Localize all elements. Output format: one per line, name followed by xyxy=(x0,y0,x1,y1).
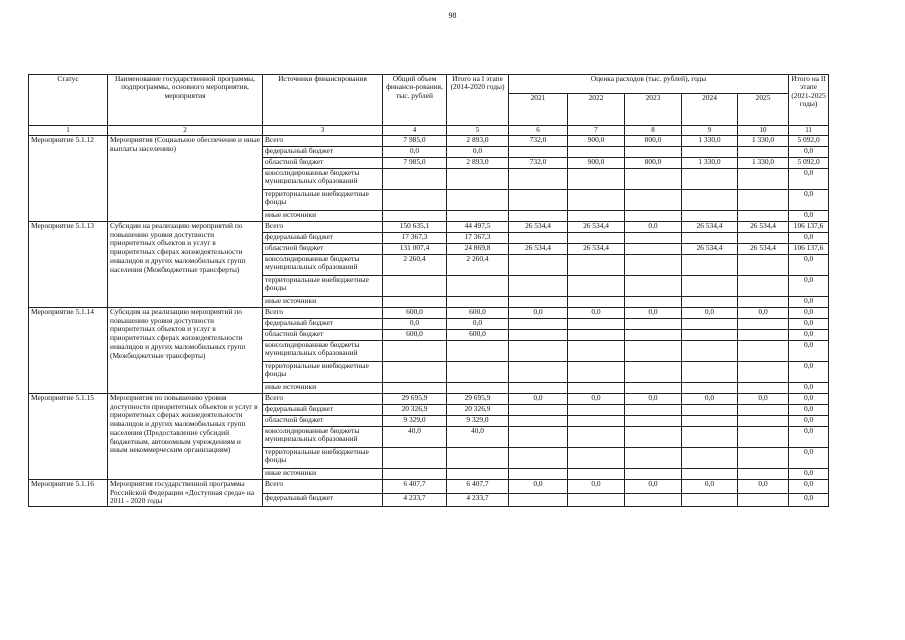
value-cell xyxy=(682,341,738,362)
value-cell: 732,0 xyxy=(509,136,568,147)
value-cell: 0,0 xyxy=(789,190,829,211)
funding-source: иные источники xyxy=(263,383,383,394)
value-cell xyxy=(447,469,509,480)
value-cell xyxy=(738,469,789,480)
value-cell xyxy=(738,493,789,507)
value-cell: 6 407,7 xyxy=(447,480,509,494)
value-cell xyxy=(682,169,738,190)
table-row xyxy=(29,136,829,147)
value-cell xyxy=(738,190,789,211)
value-cell: 600,0 xyxy=(447,330,509,341)
value-cell xyxy=(738,362,789,383)
value-cell xyxy=(625,244,682,255)
value-cell: 0,0 xyxy=(789,405,829,416)
value-cell: 29 695,9 xyxy=(447,394,509,405)
value-cell xyxy=(383,169,447,190)
header-stage2: Итого на II этапе (2021-2025 годы) xyxy=(789,75,829,126)
value-cell xyxy=(682,255,738,276)
value-cell: 732,0 xyxy=(509,158,568,169)
value-cell xyxy=(625,469,682,480)
value-cell: 9 329,0 xyxy=(383,416,447,427)
value-cell xyxy=(682,416,738,427)
value-cell xyxy=(625,427,682,448)
table-row xyxy=(29,394,829,405)
event-name: Субсидии на реализацию мероприятий по повышению уровня доступности приоритетных объектов и услуг в приоритетных сферах жизнедеятельности инвалидов и других маломобильных групп населения (Межбюджетные трансферты) xyxy=(108,222,263,308)
value-cell: 0,0 xyxy=(789,147,829,158)
value-cell: 0,0 xyxy=(738,308,789,319)
value-cell xyxy=(625,255,682,276)
value-cell: 24 869,8 xyxy=(447,244,509,255)
value-cell: 26 534,4 xyxy=(682,244,738,255)
value-cell: 2 893,0 xyxy=(447,158,509,169)
table-row xyxy=(29,222,829,233)
value-cell: 0,0 xyxy=(789,276,829,297)
value-cell xyxy=(509,469,568,480)
value-cell xyxy=(568,448,625,469)
value-cell xyxy=(568,383,625,394)
value-cell xyxy=(738,169,789,190)
value-cell xyxy=(509,319,568,330)
column-number: 8 xyxy=(625,126,682,136)
value-cell xyxy=(625,493,682,507)
funding-source: иные источники xyxy=(263,469,383,480)
header-year: 2022 xyxy=(568,94,625,126)
value-cell xyxy=(625,297,682,308)
value-cell: 600,0 xyxy=(383,308,447,319)
value-cell: 0,0 xyxy=(738,394,789,405)
value-cell: 40,0 xyxy=(447,427,509,448)
value-cell xyxy=(447,448,509,469)
value-cell: 2 893,0 xyxy=(447,136,509,147)
value-cell xyxy=(682,383,738,394)
value-cell: 0,0 xyxy=(789,427,829,448)
value-cell xyxy=(568,255,625,276)
value-cell xyxy=(625,330,682,341)
value-cell: 26 534,4 xyxy=(682,222,738,233)
event-name: Субсидия на реализацию мероприятий по повышению уровня доступности приоритетных объектов и услуг в приоритетных сферах жизнедеятельности инвалидов и других маломобильных групп (Межбюджетные трансферты) xyxy=(108,308,263,394)
funding-source: территориальные внебюджетные фонды xyxy=(263,448,383,469)
value-cell xyxy=(383,448,447,469)
header-status: Статус xyxy=(29,75,108,126)
header-stage1: Итого на I этапе (2014-2020 годы) xyxy=(447,75,509,126)
value-cell xyxy=(447,362,509,383)
value-cell xyxy=(568,169,625,190)
value-cell xyxy=(568,469,625,480)
column-number: 7 xyxy=(568,126,625,136)
value-cell xyxy=(383,190,447,211)
column-number: 3 xyxy=(263,126,383,136)
value-cell xyxy=(682,190,738,211)
column-number: 4 xyxy=(383,126,447,136)
value-cell: 0,0 xyxy=(789,211,829,222)
funding-source: Всего xyxy=(263,222,383,233)
column-number: 11 xyxy=(789,126,829,136)
value-cell: 17 367,3 xyxy=(447,233,509,244)
value-cell: 26 534,4 xyxy=(568,244,625,255)
funding-source: территориальные внебюджетные фонды xyxy=(263,190,383,211)
value-cell: 0,0 xyxy=(789,308,829,319)
value-cell xyxy=(738,427,789,448)
value-cell: 0,0 xyxy=(509,308,568,319)
value-cell xyxy=(447,341,509,362)
value-cell xyxy=(625,362,682,383)
value-cell: 7 985,0 xyxy=(383,158,447,169)
value-cell xyxy=(509,362,568,383)
value-cell: 0,0 xyxy=(789,416,829,427)
value-cell: 106 137,6 xyxy=(789,244,829,255)
header-name: Наименование государственной программы, подпрограммы, основного мероприятия, мероприятия xyxy=(108,75,263,126)
value-cell xyxy=(625,233,682,244)
value-cell: 131 007,4 xyxy=(383,244,447,255)
value-cell xyxy=(682,147,738,158)
value-cell: 0,0 xyxy=(789,297,829,308)
value-cell xyxy=(509,330,568,341)
funding-source: иные источники xyxy=(263,297,383,308)
header-year: 2024 xyxy=(682,94,738,126)
value-cell xyxy=(447,297,509,308)
value-cell: 0,0 xyxy=(789,469,829,480)
value-cell xyxy=(509,448,568,469)
funding-source: областной бюджет xyxy=(263,244,383,255)
event-status: Мероприятие 5.1.16 xyxy=(29,480,108,507)
value-cell: 600,0 xyxy=(447,308,509,319)
value-cell: 4 233,7 xyxy=(447,493,509,507)
value-cell: 26 534,4 xyxy=(568,222,625,233)
value-cell: 106 137,6 xyxy=(789,222,829,233)
value-cell xyxy=(568,405,625,416)
value-cell: 2 260,4 xyxy=(447,255,509,276)
value-cell xyxy=(383,383,447,394)
value-cell xyxy=(383,276,447,297)
value-cell xyxy=(568,330,625,341)
value-cell xyxy=(625,405,682,416)
event-status: Мероприятие 5.1.13 xyxy=(29,222,108,308)
value-cell xyxy=(682,427,738,448)
value-cell xyxy=(509,255,568,276)
value-cell: 17 367,3 xyxy=(383,233,447,244)
header-total: Общий объем финанси-рования, тыс. рублей xyxy=(383,75,447,126)
value-cell xyxy=(738,233,789,244)
event-name: Мероприятия государственной программы Российской Федерации «Доступная среда» на 2011 - 2020 годы xyxy=(108,480,263,507)
funding-source: областной бюджет xyxy=(263,330,383,341)
value-cell xyxy=(447,211,509,222)
value-cell xyxy=(625,211,682,222)
value-cell: 0,0 xyxy=(789,383,829,394)
value-cell xyxy=(738,255,789,276)
value-cell xyxy=(568,211,625,222)
value-cell xyxy=(568,147,625,158)
value-cell xyxy=(568,233,625,244)
value-cell: 2 260,4 xyxy=(383,255,447,276)
value-cell: 150 635,1 xyxy=(383,222,447,233)
value-cell xyxy=(625,448,682,469)
value-cell: 800,0 xyxy=(625,136,682,147)
value-cell: 600,0 xyxy=(383,330,447,341)
value-cell: 0,0 xyxy=(383,319,447,330)
value-cell: 0,0 xyxy=(789,480,829,494)
value-cell: 0,0 xyxy=(625,222,682,233)
column-number: 5 xyxy=(447,126,509,136)
value-cell xyxy=(738,383,789,394)
value-cell: 0,0 xyxy=(789,255,829,276)
value-cell xyxy=(625,169,682,190)
value-cell xyxy=(625,276,682,297)
event-name: Мероприятия (Социальное обеспечение и иные выплаты населению) xyxy=(108,136,263,222)
value-cell xyxy=(447,169,509,190)
value-cell: 9 329,0 xyxy=(447,416,509,427)
value-cell xyxy=(509,383,568,394)
value-cell: 0,0 xyxy=(738,480,789,494)
value-cell xyxy=(682,330,738,341)
value-cell xyxy=(738,211,789,222)
funding-source: федеральный бюджет xyxy=(263,147,383,158)
page-number: 98 xyxy=(448,11,457,20)
value-cell: 40,0 xyxy=(383,427,447,448)
header-year: 2023 xyxy=(625,94,682,126)
funding-source: Всего xyxy=(263,480,383,494)
funding-source: консолидированные бюджеты муниципальных образований xyxy=(263,169,383,190)
header-year: 2025 xyxy=(738,94,789,126)
value-cell: 0,0 xyxy=(625,308,682,319)
value-cell xyxy=(509,416,568,427)
value-cell xyxy=(509,211,568,222)
value-cell xyxy=(682,405,738,416)
value-cell: 29 695,9 xyxy=(383,394,447,405)
value-cell: 20 326,9 xyxy=(447,405,509,416)
table-body xyxy=(29,126,829,507)
value-cell xyxy=(447,383,509,394)
funding-source: иные источники xyxy=(263,211,383,222)
value-cell: 44 497,5 xyxy=(447,222,509,233)
value-cell xyxy=(738,276,789,297)
value-cell xyxy=(682,319,738,330)
value-cell: 0,0 xyxy=(789,341,829,362)
value-cell xyxy=(509,297,568,308)
column-number: 1 xyxy=(29,126,108,136)
value-cell xyxy=(447,190,509,211)
value-cell xyxy=(383,362,447,383)
column-number: 10 xyxy=(738,126,789,136)
header-year: 2021 xyxy=(509,94,568,126)
value-cell: 7 985,0 xyxy=(383,136,447,147)
budget-table xyxy=(28,74,829,507)
value-cell xyxy=(568,319,625,330)
value-cell: 0,0 xyxy=(383,147,447,158)
value-cell xyxy=(682,469,738,480)
value-cell xyxy=(738,147,789,158)
value-cell: 26 534,4 xyxy=(738,244,789,255)
value-cell: 0,0 xyxy=(789,493,829,507)
column-number: 6 xyxy=(509,126,568,136)
value-cell xyxy=(509,427,568,448)
value-cell xyxy=(568,341,625,362)
value-cell xyxy=(568,416,625,427)
header-source: Источники финансирования xyxy=(263,75,383,126)
column-number: 2 xyxy=(108,126,263,136)
value-cell: 0,0 xyxy=(509,394,568,405)
value-cell xyxy=(738,416,789,427)
value-cell xyxy=(383,341,447,362)
funding-source: Всего xyxy=(263,136,383,147)
value-cell: 0,0 xyxy=(789,169,829,190)
value-cell: 1 330,0 xyxy=(682,136,738,147)
value-cell xyxy=(509,405,568,416)
value-cell xyxy=(568,493,625,507)
value-cell xyxy=(682,362,738,383)
value-cell: 0,0 xyxy=(789,448,829,469)
event-status: Мероприятие 5.1.12 xyxy=(29,136,108,222)
value-cell xyxy=(509,341,568,362)
event-status: Мероприятие 5.1.14 xyxy=(29,308,108,394)
value-cell xyxy=(383,211,447,222)
value-cell xyxy=(509,190,568,211)
value-cell xyxy=(568,427,625,448)
value-cell xyxy=(682,297,738,308)
table-header xyxy=(29,75,829,126)
value-cell: 1 330,0 xyxy=(738,158,789,169)
value-cell: 4 233,7 xyxy=(383,493,447,507)
funding-source: консолидированные бюджеты муниципальных образований xyxy=(263,427,383,448)
value-cell: 26 534,4 xyxy=(509,244,568,255)
value-cell: 0,0 xyxy=(568,308,625,319)
value-cell: 0,0 xyxy=(568,480,625,494)
value-cell xyxy=(625,383,682,394)
column-number: 9 xyxy=(682,126,738,136)
value-cell xyxy=(383,469,447,480)
value-cell: 0,0 xyxy=(509,480,568,494)
funding-source: федеральный бюджет xyxy=(263,233,383,244)
funding-source: территориальные внебюджетные фонды xyxy=(263,362,383,383)
value-cell xyxy=(509,493,568,507)
value-cell xyxy=(509,147,568,158)
funding-source: консолидированные бюджеты муниципальных образований xyxy=(263,255,383,276)
funding-source: консолидированные бюджеты муниципальных образований xyxy=(263,341,383,362)
value-cell xyxy=(682,211,738,222)
value-cell xyxy=(682,276,738,297)
value-cell xyxy=(383,297,447,308)
value-cell xyxy=(509,276,568,297)
value-cell: 900,0 xyxy=(568,158,625,169)
value-cell xyxy=(738,319,789,330)
value-cell xyxy=(568,362,625,383)
funding-source: областной бюджет xyxy=(263,158,383,169)
value-cell xyxy=(509,233,568,244)
value-cell: 800,0 xyxy=(625,158,682,169)
value-cell: 20 326,9 xyxy=(383,405,447,416)
value-cell xyxy=(509,169,568,190)
value-cell: 0,0 xyxy=(789,330,829,341)
value-cell: 0,0 xyxy=(625,480,682,494)
value-cell xyxy=(682,448,738,469)
value-cell xyxy=(625,341,682,362)
table-row xyxy=(29,308,829,319)
value-cell xyxy=(738,448,789,469)
table-row xyxy=(29,480,829,494)
value-cell xyxy=(447,276,509,297)
column-number-row xyxy=(29,126,829,136)
value-cell: 26 534,4 xyxy=(509,222,568,233)
value-cell: 5 092,0 xyxy=(789,158,829,169)
value-cell: 5 092,0 xyxy=(789,136,829,147)
value-cell xyxy=(738,341,789,362)
funding-source: территориальные внебюджетные фонды xyxy=(263,276,383,297)
value-cell: 0,0 xyxy=(682,394,738,405)
value-cell: 0,0 xyxy=(447,319,509,330)
value-cell: 0,0 xyxy=(625,394,682,405)
funding-source: Всего xyxy=(263,308,383,319)
funding-source: областной бюджет xyxy=(263,416,383,427)
value-cell xyxy=(625,190,682,211)
value-cell: 0,0 xyxy=(789,319,829,330)
value-cell: 0,0 xyxy=(447,147,509,158)
value-cell xyxy=(738,297,789,308)
value-cell: 1 330,0 xyxy=(682,158,738,169)
event-status: Мероприятие 5.1.15 xyxy=(29,394,108,480)
funding-source: федеральный бюджет xyxy=(263,405,383,416)
value-cell xyxy=(738,405,789,416)
value-cell xyxy=(568,276,625,297)
value-cell: 900,0 xyxy=(568,136,625,147)
header-estimate: Оценка расходов (тыс. рублей), годы xyxy=(509,75,789,94)
value-cell: 26 534,4 xyxy=(738,222,789,233)
funding-source: федеральный бюджет xyxy=(263,319,383,330)
funding-source: Всего xyxy=(263,394,383,405)
value-cell xyxy=(568,297,625,308)
value-cell: 0,0 xyxy=(568,394,625,405)
value-cell: 0,0 xyxy=(789,233,829,244)
value-cell: 0,0 xyxy=(682,308,738,319)
value-cell: 1 330,0 xyxy=(738,136,789,147)
value-cell xyxy=(738,330,789,341)
value-cell xyxy=(625,147,682,158)
value-cell xyxy=(625,416,682,427)
value-cell xyxy=(568,190,625,211)
event-name: Мероприятия по повышению уровня доступности приоритетных объектов и услуг в приоритетных сферах жизнедеятельности инвалидов и других маломобильных групп населения (Предоставление субсидий бюджетным, автономным учреждениям и иным некоммерческим организациям) xyxy=(108,394,263,480)
value-cell: 0,0 xyxy=(682,480,738,494)
value-cell: 0,0 xyxy=(789,394,829,405)
value-cell xyxy=(625,319,682,330)
value-cell xyxy=(682,493,738,507)
value-cell: 0,0 xyxy=(789,362,829,383)
value-cell xyxy=(682,233,738,244)
funding-source: федеральный бюджет xyxy=(263,493,383,507)
value-cell: 6 407,7 xyxy=(383,480,447,494)
